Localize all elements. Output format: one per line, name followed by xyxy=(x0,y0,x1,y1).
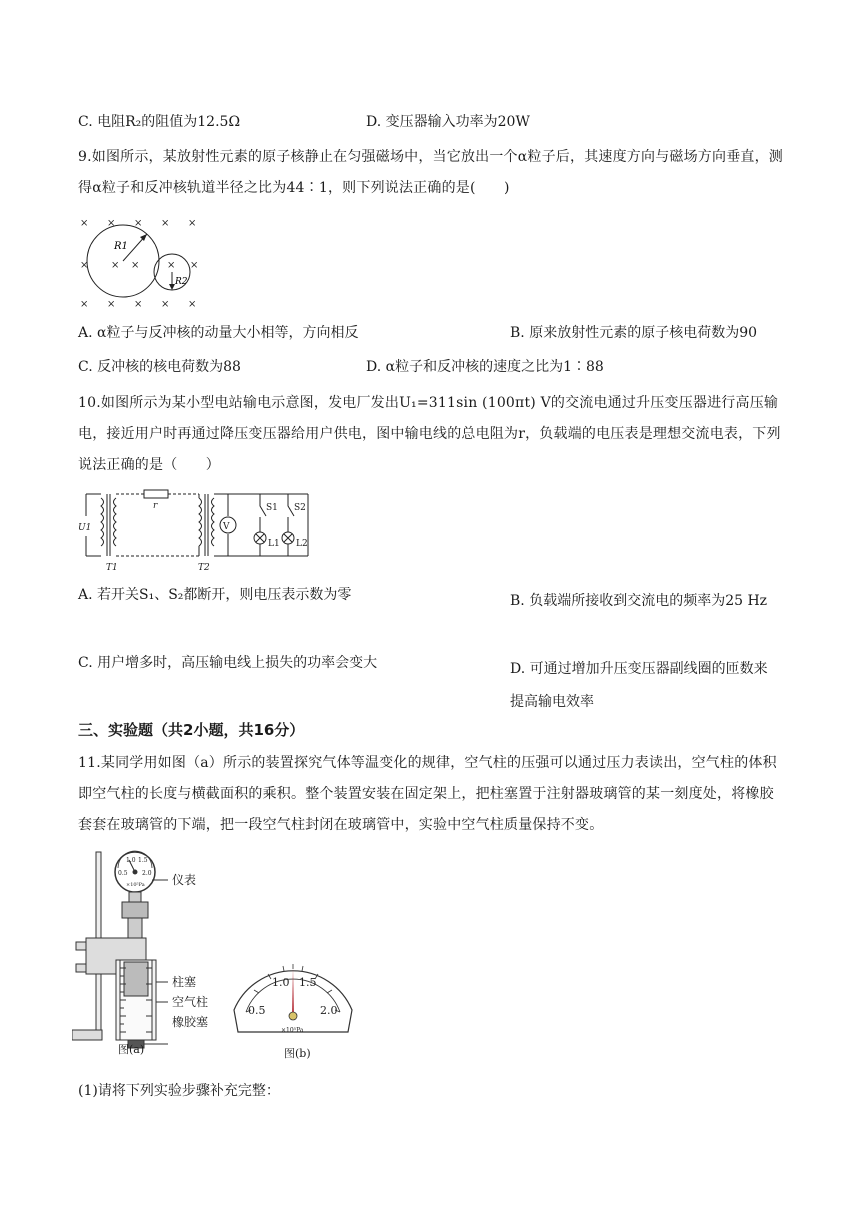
figure-b-caption: 图(b) xyxy=(284,1047,311,1060)
q9-stem: 9.如图所示，某放射性元素的原子核静止在匀强磁场中，当它放出一个α粒子后，其速度方向与磁场方向垂直，测得α粒子和反冲核轨道半径之比为44∶1，则下列说法正确的是( ) xyxy=(78,149,784,196)
q11-figure-b-gauge xyxy=(228,950,358,1042)
q10-option-c: C. 用户增多时，高压输电线上损失的功率会变大 xyxy=(78,655,378,671)
q9-option-d: D. α粒子和反冲核的速度之比为1∶88 xyxy=(366,359,604,375)
t2-label: T2 xyxy=(198,563,210,573)
q10-transmission-circuit-figure xyxy=(76,484,316,576)
svg-text:×: × xyxy=(134,299,143,310)
fig-a-tick-20: 2.0 xyxy=(142,870,152,877)
svg-text:×: × xyxy=(107,218,116,229)
svg-text:×: × xyxy=(80,260,89,271)
svg-text:×: × xyxy=(190,260,199,271)
label-plunger: 柱塞 xyxy=(172,975,197,989)
q10-option-d: D. 可通过增加升压变压器副线圈的匝数来提高输电效率 xyxy=(510,661,768,710)
svg-text:×: × xyxy=(167,260,176,271)
q8-option-c: C. 电阻R₂的阻值为12.5Ω xyxy=(78,114,241,130)
r-label: r xyxy=(153,501,158,511)
r2-label: R2 xyxy=(175,277,188,287)
section-title: 三、实验题（共2小题，共16分） xyxy=(78,721,305,739)
q10-option-b: B. 负载端所接收到交流电的频率为25 Hz xyxy=(510,593,768,609)
label-instrument: 仪表 xyxy=(172,873,197,887)
svg-text:×: × xyxy=(161,299,170,310)
svg-text:×: × xyxy=(188,218,197,229)
gauge-tick-05: 0.5 xyxy=(248,1004,266,1017)
q9-option-a: A. α粒子与反冲核的动量大小相等，方向相反 xyxy=(78,325,359,341)
u1-label: U1 xyxy=(78,523,92,533)
svg-text:×: × xyxy=(131,260,140,271)
t1-label: T1 xyxy=(106,563,118,573)
s1-label: S1 xyxy=(266,503,278,513)
q9-option-b: B. 原来放射性元素的原子核电荷数为90 xyxy=(510,325,758,341)
gauge-tick-10: 1.0 xyxy=(272,976,290,989)
q9-magnetic-field-figure xyxy=(74,214,209,310)
q9-option-c: C. 反冲核的核电荷数为88 xyxy=(78,359,241,375)
l2-label: L2 xyxy=(296,539,308,549)
gauge-tick-15: 1.5 xyxy=(299,976,317,989)
fig-a-unit: ×10⁵Pa xyxy=(126,882,145,888)
q11-stem: 11.某同学用如图（a）所示的装置探究气体等温变化的规律，空气柱的压强可以通过压力表读出，空气柱的体积即空气柱的长度与横截面积的乘积。整个装置安装在固定架上，把柱塞置于注射器玻璃管的某一刻度处，将橡胶套套在玻璃管的下端，把一段空气柱封闭在玻璃管中，实验中空气柱质量保持不变。 xyxy=(78,755,777,833)
q11-part-1: (1)请将下列实验步骤补充完整： xyxy=(78,1083,280,1099)
svg-text:×: × xyxy=(188,299,197,310)
s2-label: S2 xyxy=(294,503,306,513)
label-rubber-plug: 橡胶塞 xyxy=(172,1015,209,1029)
q10-stem: 10.如图所示为某小型电站输电示意图，发电厂发出U₁=311sin (100πt) V的交流电通过升压变压器进行高压输电，接近用户时再通过降压变压器给用户供电，图中输电线的总电阻为r，负载端的电压表是理想交流电表，下列说法正确的是（ ） xyxy=(78,395,781,473)
svg-text:×: × xyxy=(80,299,89,310)
svg-text:×: × xyxy=(134,218,143,229)
gauge-unit: ×10⁵Pa xyxy=(281,1027,304,1034)
svg-text:×: × xyxy=(107,299,116,310)
voltmeter-label: V xyxy=(223,522,230,532)
fig-a-tick-15: 1.5 xyxy=(138,857,148,864)
svg-text:×: × xyxy=(80,218,89,229)
svg-text:×: × xyxy=(161,218,170,229)
r1-label: R1 xyxy=(114,241,128,252)
fig-a-tick-05: 0.5 xyxy=(118,870,128,877)
figure-a-caption: 图(a) xyxy=(118,1043,145,1056)
field-crosses xyxy=(80,218,198,310)
gauge-tick-20: 2.0 xyxy=(320,1004,338,1017)
q8-option-d: D. 变压器输入功率为20W xyxy=(366,114,530,130)
l1-label: L1 xyxy=(268,539,280,549)
svg-text:×: × xyxy=(111,260,120,271)
fig-a-tick-10: 1.0 xyxy=(126,857,136,864)
label-air-column: 空气柱 xyxy=(172,995,209,1009)
q10-option-a: A. 若开关S₁、S₂都断开，则电压表示数为零 xyxy=(78,587,352,603)
